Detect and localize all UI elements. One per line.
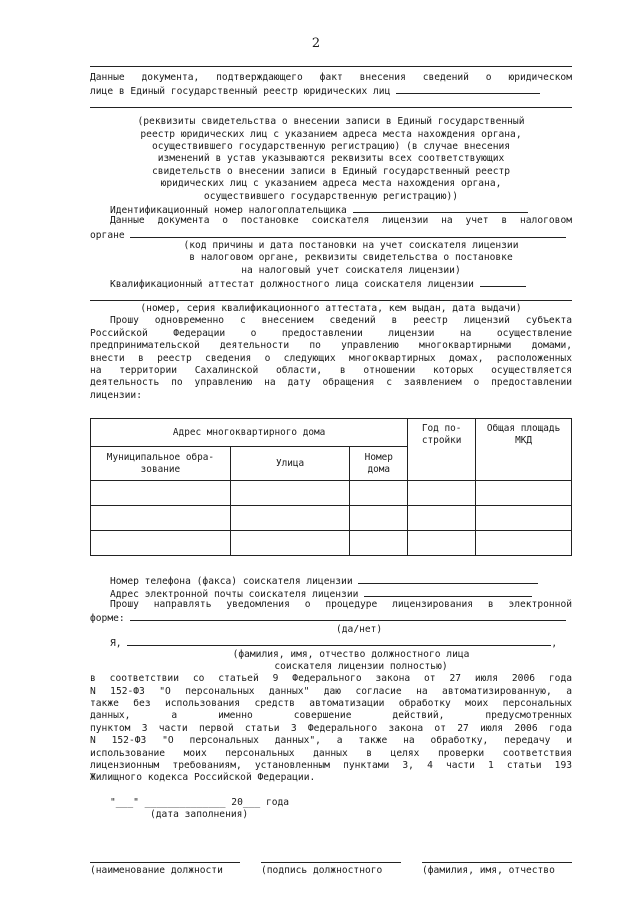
consent-line: лицензионным требованиям, установленным пунктами 3, 4 части 1 статьи 193	[90, 760, 572, 772]
egrul-note-line: реестр юридических лиц с указанием адреса места нахождения органа,	[140, 128, 522, 140]
table-cell[interactable]	[230, 481, 350, 506]
phone-line	[90, 574, 572, 586]
yesno-note: (да/нет)	[336, 623, 383, 635]
tax-input[interactable]	[130, 228, 566, 238]
request-line: Прошу одновременно с внесением сведений в реестр лицензий субъекта	[110, 315, 572, 327]
signature-sign-field[interactable]: (подпись должностного	[261, 862, 401, 877]
table-row	[91, 531, 572, 556]
request-paragraph	[90, 315, 572, 402]
inn-input[interactable]	[353, 203, 528, 213]
name-note-line2: соискателя лицензии полностью)	[274, 660, 448, 672]
email-label: Адрес электронной почты соискателя лицензии	[110, 588, 359, 599]
table-cell[interactable]	[91, 506, 231, 531]
tax-label-line1: Данные документа о постановке соискателя лицензии на учет в налоговом	[110, 215, 572, 227]
table-cell[interactable]	[408, 481, 476, 506]
consent-line: N 152-ФЗ "О персональных данных" даю согласие на автоматизированную, а	[90, 685, 572, 697]
qual-line	[90, 277, 572, 289]
tax-note-line: (код причины и дата постановки на учет соискателя лицензии	[183, 240, 519, 252]
date-line[interactable]: "___" ______________ 20___ года	[110, 796, 290, 808]
egrul-note	[90, 116, 572, 203]
consent-line: N 152-ФЗ "О персональных данных", а также на обработку, передачу и	[90, 735, 572, 747]
consent-line: Жилищного кодекса Российской Федерации.	[90, 772, 316, 784]
signature-name-field[interactable]: (фамилия, имя, отчество	[422, 862, 572, 877]
tax-label-text: органе	[90, 229, 125, 241]
full-name-input[interactable]	[127, 636, 551, 646]
municipality-header: Муниципальное обра- зование	[91, 447, 231, 481]
area-header: Общая площадь МКД	[476, 419, 572, 481]
table-cell[interactable]	[91, 531, 231, 556]
notify-line1: Прошу направлять уведомления о процедуре лицензирования в электронной	[110, 598, 572, 610]
egrul-note-line: (реквизиты свидетельства о внесении записи в Единый государственный	[137, 116, 525, 128]
notify-line2	[90, 611, 572, 623]
table-cell[interactable]	[91, 481, 231, 506]
table-cell[interactable]	[476, 481, 572, 506]
consent-line: данных, а именно совершение действий, предусмотренных	[90, 710, 572, 722]
table-cell[interactable]	[230, 506, 350, 531]
qual-label: Квалификационный аттестат должностного лица соискателя лицензии	[110, 279, 474, 290]
table-row	[91, 506, 572, 531]
qual-input[interactable]	[480, 277, 526, 287]
year-header: Год по- стройки	[408, 419, 476, 481]
table-cell[interactable]	[350, 506, 408, 531]
request-line: на территории Сахалинской области, в отношении которых осуществляется	[90, 364, 572, 376]
qual-note: (номер, серия квалификационного аттестата, кем выдан, дата выдачи)	[140, 303, 522, 315]
table-cell[interactable]	[350, 531, 408, 556]
page-number: 2	[311, 36, 321, 51]
table-row	[91, 481, 572, 506]
request-line: Российской Федерации о предоставлении лицензии на осуществление	[90, 327, 572, 339]
consent-line: использование моих персональных данных в целях проверки соответствия	[90, 747, 572, 759]
date-note: (дата заполнения)	[150, 809, 249, 821]
table-cell[interactable]	[230, 531, 350, 556]
request-line: предпринимательской деятельности по управлению многоквартирными домами,	[90, 340, 572, 352]
form-body	[90, 66, 572, 877]
signature-row	[90, 862, 572, 877]
inn-line	[90, 203, 572, 215]
top-rule	[90, 66, 572, 67]
consent-line: в соответствии со статьей 9 Федерального закона от 27 июля 2006 года	[90, 673, 572, 685]
i-label: Я,	[110, 638, 122, 649]
egrul-note-line: юридических лиц с указанием адреса места нахождения органа,	[160, 178, 502, 190]
houses-table	[90, 418, 572, 556]
name-note-line1: (фамилия, имя, отчество должностного лица	[232, 648, 470, 660]
egrul-note-line: осуществившего государственную регистрацию) (в случае внесения	[151, 140, 511, 152]
egrul-note-line: изменений в устав указываются реквизиты всех соответствующих	[157, 153, 505, 165]
tax-note-line: в налоговом органе, реквизиты свидетельства о постановке	[189, 252, 513, 264]
signature-position-field[interactable]: (наименование должности	[90, 862, 240, 877]
address-group-header: Адрес многоквартирного дома	[91, 419, 408, 447]
notify-input[interactable]	[130, 611, 566, 621]
table-cell[interactable]	[408, 506, 476, 531]
table-cell[interactable]	[476, 506, 572, 531]
consent-line: также без использования средств автоматизации обработку моих персональных	[90, 698, 572, 710]
email-input[interactable]	[364, 587, 532, 597]
tax-note	[90, 240, 572, 277]
table-cell[interactable]	[350, 481, 408, 506]
consent-line: пунктом 3 части первой статьи 3 Федерального закона от 27 июля 2006 года	[90, 722, 572, 734]
house-number-header: Номер дома	[350, 447, 408, 481]
egrul-input[interactable]	[396, 84, 540, 94]
consent-paragraph	[90, 673, 572, 785]
email-line	[90, 587, 572, 599]
table-cell[interactable]	[408, 531, 476, 556]
egrul-rule[interactable]	[90, 107, 572, 108]
i-line: Я, ,	[110, 638, 558, 649]
tax-note-line: на налоговый учет соискателя лицензии)	[241, 264, 461, 276]
phone-label: Номер телефона (факса) соискателя лицензии	[110, 576, 353, 587]
notify-form-label: форме:	[90, 613, 125, 624]
tax-label-line2	[90, 228, 572, 240]
street-header: Улица	[230, 447, 350, 481]
request-line: внести в реестр сведения о следующих многоквартирных домах, расположенных	[90, 352, 572, 364]
egrul-label-line2	[90, 84, 572, 96]
egrul-note-line: осуществившего государственную регистрацию))	[203, 190, 459, 202]
egrul-note-line: свидетельств о внесении записи в Единый государственный реестр	[151, 165, 511, 177]
egrul-label-line1: Данные документа, подтверждающего факт внесения сведений о юридическом	[90, 72, 572, 83]
inn-label: Идентификационный номер налогоплательщика	[110, 204, 347, 216]
request-line: лицензии:	[90, 389, 142, 401]
qual-rule[interactable]	[90, 300, 572, 301]
request-line: деятельность по управлению на дату обращения с заявлением о предоставлении	[90, 377, 572, 389]
table-cell[interactable]	[476, 531, 572, 556]
egrul-label-text: лице в Единый государственный реестр юридических лиц	[90, 86, 391, 97]
phone-input[interactable]	[358, 574, 538, 584]
